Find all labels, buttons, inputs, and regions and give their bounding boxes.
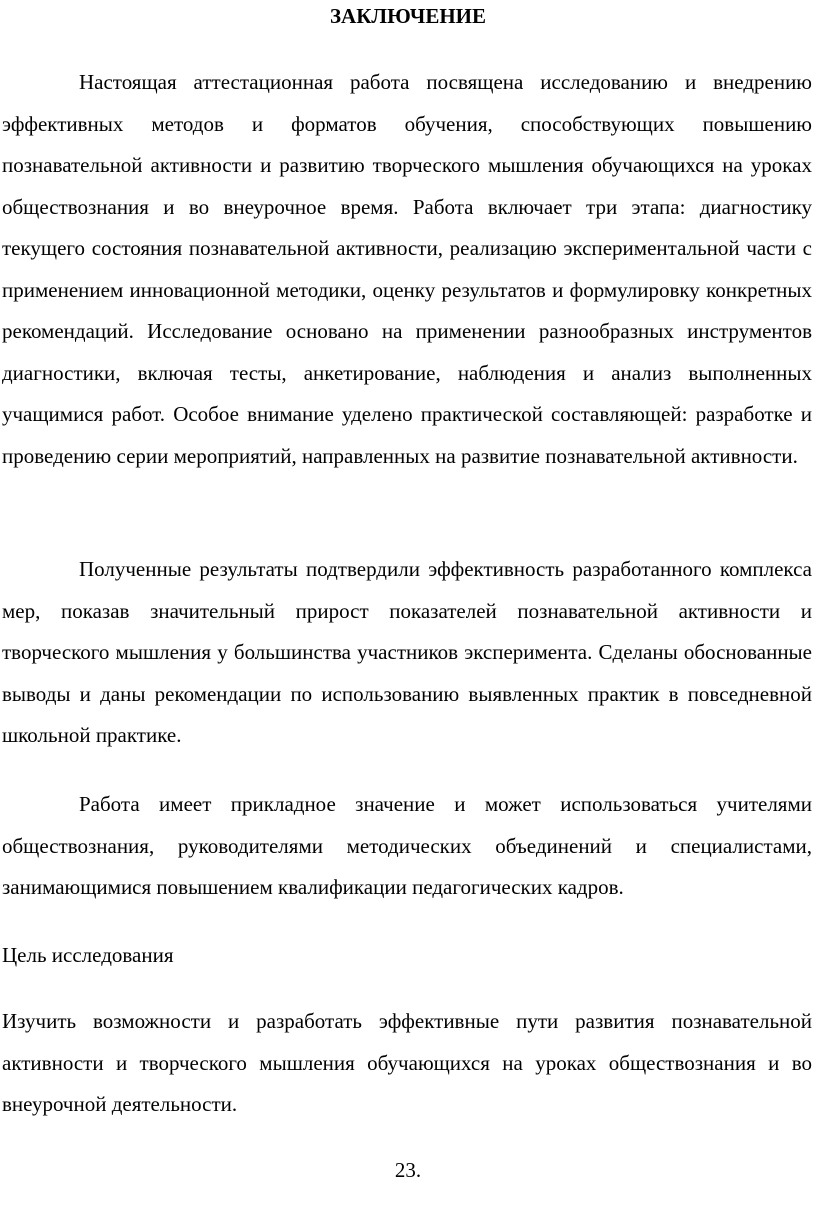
goal-text: Изучить возможности и разработать эффективные пути развития познавательной активности и творческого мышления обучающихся на уроках обществознания и во внеурочной деятельности. <box>2 1009 812 1116</box>
paragraph-significance: Работа имеет прикладное значение и может использоваться учителями обществознания, руководителями методических объединений и специалистами, занимающимися повышением квалификации педагогических кадров. <box>2 792 812 899</box>
page-title: ЗАКЛЮЧЕНИЕ <box>329 4 487 28</box>
paragraph-intro: Настоящая аттестационная работа посвящена исследованию и внедрению эффективных методов и форматов обучения, способствующих повышению познавательной активности и развитию творческого мышления обучающихся на уроках обществознания и во внеурочное время. Работа включает три этапа: диагностику текущего состояния познавательной активности, реализацию экспериментальной части с применением инновационной методики, оценку результатов и формулировку конкретных рекомендаций. Исследование основано на применении разнообразных инструментов диагностики, включая тесты, анкетирование, наблюдения и анализ выполненных учащимися работ. Особое внимание уделено практической составляющей: разработке и проведению серии мероприятий, направленных на развитие познавательной активности. <box>2 70 812 468</box>
goal-heading: Цель исследования <box>2 943 174 967</box>
paragraph-results: Полученные результаты подтвердили эффективность разработанного комплекса мер, показав значительный прирост показателей познавательной активности и творческого мышления у большинства участников эксперимента. Сделаны обоснованные выводы и даны рекомендации по использованию выявленных практик в повседневной школьной практике. <box>2 557 812 747</box>
page-number: 23. <box>394 1158 422 1182</box>
